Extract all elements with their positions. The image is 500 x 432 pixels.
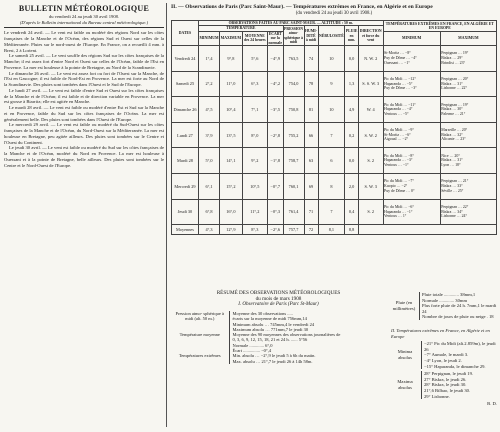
header-extremes-group: TEMPÉRATURES EXTRÊMES EN FRANCE, EN ALGÉRIE ET EN EUROPE bbox=[383, 21, 496, 32]
summary-line: écarts sur la moyenne de midi 756mm,14 bbox=[232, 316, 307, 322]
station-line: Ventoux … −1° bbox=[384, 163, 409, 167]
summary-values bbox=[232, 332, 387, 353]
cell-neb: 9 bbox=[318, 71, 345, 97]
cell-vent: N. W. 2 bbox=[358, 46, 383, 72]
maxima-block bbox=[391, 371, 497, 399]
station-line: Biskra … 31° bbox=[441, 158, 463, 163]
cell-neb: 10 bbox=[318, 97, 345, 123]
minima-line: −21° Pic du Midi (alt.2.859m), le jeudi 26 bbox=[424, 341, 496, 352]
station-line: Haparanda … −5° bbox=[384, 81, 413, 86]
station-line: Séville … 25° bbox=[441, 188, 464, 193]
bulletin-paragraph: Le mercredi 29 avril. — Le vent est faible ou modéré du Sud-Ouest sur les côtes françaises de la Manche et de l'Océan, du Nord-Ouest sur la Méditerranée. La mer est houleuse en Bretagne, peu agitée ailleurs. Des pluies sont tombées sur le Centre et l'Ouest du Continent. bbox=[4, 122, 164, 145]
header-max-extremes: MAXIMUM bbox=[440, 31, 496, 45]
station-line: Perpignan … 22° bbox=[441, 205, 469, 209]
cell-min: 5°,0 bbox=[198, 148, 219, 174]
station-line: Ventoux … −5° bbox=[384, 111, 409, 116]
station-line: Pic du Midi … −12° bbox=[384, 77, 416, 82]
cell-date: Samedi 25 bbox=[172, 71, 199, 97]
station-line: Nice … 20° bbox=[441, 153, 460, 158]
bulletin-paragraphs bbox=[4, 30, 164, 168]
cell-date: Mercredi 29 bbox=[172, 174, 199, 200]
cell-moy: 7°,1 bbox=[242, 97, 267, 123]
station-line: Brindisi … 23° bbox=[441, 60, 466, 65]
summary-line: Normale ............. 6°,0 bbox=[232, 342, 273, 348]
pluie-line: Pluie totale ............. 38mm,1 bbox=[422, 292, 476, 297]
moyennes-row bbox=[172, 225, 497, 235]
observations-subtitle: (du vendredi 24 au jeudi 30 avril 1908.) bbox=[295, 11, 373, 17]
observations-header bbox=[171, 4, 497, 16]
cell-max-stations bbox=[440, 148, 496, 174]
summary-line: Minimum absolu … 745mm,4 le vendredi 24 bbox=[232, 321, 315, 327]
observations-table bbox=[171, 20, 497, 235]
summary-line: Moyenne des 30 observations ..... bbox=[232, 311, 293, 316]
station-line: Pic du Midi … −9° bbox=[384, 128, 414, 133]
summary-header bbox=[171, 290, 386, 308]
station-line: Biskra … 33° bbox=[441, 184, 463, 188]
station-line: Lisbonne … 22° bbox=[441, 86, 468, 91]
cell-min-stations bbox=[383, 148, 440, 174]
cell-date: Lundi 27 bbox=[172, 122, 199, 148]
cell-vent: W. 4 bbox=[358, 97, 383, 123]
cell-moy: 11°,2 bbox=[242, 199, 267, 225]
summary-label: Pression atmo- sphérique à midi (alt. 50 m.) bbox=[175, 311, 225, 322]
station-line: Perpignan … 19° bbox=[441, 51, 469, 56]
table-row bbox=[172, 71, 497, 97]
station-line: Lisbonne … 24° bbox=[441, 214, 468, 219]
cell-neb: 10 bbox=[318, 46, 345, 72]
cell-min: 3°,9 bbox=[198, 122, 219, 148]
cell-max-stations bbox=[440, 46, 496, 72]
moyennes-label: Moyennes bbox=[172, 225, 199, 235]
pluie-lines bbox=[419, 292, 497, 320]
cell-max: 9°,8 bbox=[220, 46, 242, 72]
station-line: Ouessant … −1° bbox=[384, 60, 410, 65]
table-row bbox=[172, 46, 497, 72]
header-pression: PRESSION atmo- sphérique à midi bbox=[284, 26, 304, 45]
summary-line: Maximum absolu … 771mm,7 le jeudi 30 bbox=[232, 326, 309, 332]
cell-moy: 10°,5 bbox=[242, 174, 267, 200]
cell-date: Vendredi 24 bbox=[172, 46, 199, 72]
bulletin-paragraph: Le samedi 25 avril. — Le vent souffle des régions Sud sur les côtes françaises de la Manche; il est assez fort d'entre Nord et Ouest sur celles de l'Océan, faible de l'Est en Provence. La mer est houleuse à la pointe de Bretagne, au Nord de la Scandinavie. bbox=[4, 53, 164, 70]
station-line: Puy de Dôme … −3° bbox=[384, 86, 417, 91]
moyennes-empty bbox=[358, 225, 496, 235]
header-min-extremes: MINIMUM bbox=[383, 31, 440, 45]
cell-min-stations bbox=[383, 71, 440, 97]
station-line: St-Moritz … −6° bbox=[384, 132, 411, 137]
cell-max: 11°,0 bbox=[220, 71, 242, 97]
summary-row bbox=[171, 332, 386, 353]
moyennes-neb: 8,1 bbox=[318, 225, 345, 235]
cell-hum: 81 bbox=[304, 97, 318, 123]
pluie-line: Plus forte pluie de 24 h. 7mm,1 le mardi 24 bbox=[422, 303, 497, 314]
station-line: Pic du Midi … −7° bbox=[384, 179, 414, 184]
header-temperature: TEMPÉRATURE bbox=[198, 26, 283, 31]
maxima-line: 29° Lisbonne. bbox=[424, 393, 450, 399]
header-moyenne: MOYENNE des 24 heures bbox=[242, 31, 267, 45]
bulletin-note: (D'après le Bulletin international du Bureau central météorologique.) bbox=[19, 20, 149, 25]
cell-min: 4°,5 bbox=[198, 97, 219, 123]
cell-min: 6°,1 bbox=[198, 174, 219, 200]
station-line: Aigoual … −2° bbox=[384, 137, 409, 142]
cell-ecart: −4°,9 bbox=[268, 46, 283, 72]
summary-section-title: I. Observatoire de Paris (Parc St-Maur) bbox=[238, 302, 319, 307]
signature: B. D. bbox=[487, 401, 497, 407]
minima-line: −15° Haparanda, le dimanche 29. bbox=[424, 363, 486, 369]
summary-subtitle: du mois de mars 1908 bbox=[255, 296, 302, 302]
moyennes-hum: 72 bbox=[304, 225, 318, 235]
maxima-label: Maxima absolus bbox=[397, 379, 413, 390]
bulletin-paragraph: Le dimanche 26 avril. — Le vent est assez fort ou fort de l'Ouest sur la Manche, de l'Est en Gascogne; il est faible de Nord-Est en Provence. La mer est forte au Nord de la Scandinavie. Des pluies sont tombées dans l'Ouest et le Sud de l'Europe. bbox=[4, 70, 164, 88]
cell-pluie: 0,4 bbox=[345, 199, 359, 225]
cell-ecart: −3°,5 bbox=[268, 97, 283, 123]
station-line: Haparanda … −4° bbox=[384, 107, 413, 112]
cell-max: 10°,4 bbox=[220, 97, 242, 123]
station-line: Puy de Dôme … 0° bbox=[384, 188, 415, 193]
station-line: Pic du Midi … −8° bbox=[384, 153, 414, 158]
summary-row bbox=[171, 353, 386, 364]
cell-date: Jeudi 30 bbox=[172, 199, 199, 225]
cell-moy: 9°,2 bbox=[242, 148, 267, 174]
cell-min: 6°,8 bbox=[198, 199, 219, 225]
minima-line: −7° Aumale, le mardi 3. bbox=[424, 352, 469, 358]
summary-line: 0, 3, 6, 9, 12, 15, 18, 21 et 24 h. ...... 5°56 bbox=[232, 337, 308, 343]
station-line: Alicante … 23° bbox=[441, 137, 466, 142]
moyennes-min: 4°,3 bbox=[198, 225, 219, 235]
bulletin-column bbox=[4, 4, 164, 428]
summary-row bbox=[171, 311, 386, 332]
header-paris-group: OBSERVATIONS FAITES AU PARC SAINT-MAUR. — ALTITUDE : 50 m. bbox=[198, 21, 383, 26]
cell-vent: S. W. 3 bbox=[358, 174, 383, 200]
moyennes-pluie: 8,8 bbox=[345, 225, 359, 235]
summary-title: RÉSUMÉ DES OBSERVATIONS MÉTÉOROLOGIQUES bbox=[216, 290, 341, 296]
cell-pluie: 1,3 bbox=[345, 71, 359, 97]
table-row bbox=[172, 97, 497, 123]
bulletin-title: BULLETIN MÉTÉOROLOGIQUE bbox=[18, 4, 150, 13]
header-max: MAXIMUM bbox=[220, 31, 242, 45]
moyennes-ecart: −2°,6 bbox=[268, 225, 283, 235]
station-line: Biskra … 29° bbox=[441, 56, 463, 61]
observations-title: II. — Observations de Paris (Parc Saint-Maur). — Températures extrêmes en France, en Algérie et en Europe bbox=[171, 4, 433, 10]
station-line: Biskra … 32° bbox=[441, 132, 463, 137]
cell-moy: 8°,0 bbox=[242, 122, 267, 148]
summary-table bbox=[171, 311, 386, 364]
station-line: Perpignan … 19° bbox=[441, 102, 469, 107]
observations-body bbox=[172, 46, 497, 235]
summary-values bbox=[232, 311, 387, 332]
station-line: Palerme … 21° bbox=[441, 111, 466, 116]
cell-press: 760,1 bbox=[283, 174, 304, 200]
pluie-label: Pluie (en millimètres) bbox=[392, 300, 416, 311]
cell-max-stations bbox=[440, 71, 496, 97]
cell-moy: 5°,6 bbox=[242, 46, 267, 72]
summary-label: Température moyenne bbox=[179, 332, 220, 338]
summary-line: Min. absolu … −2°,9 le jeudi 5 à 6h du matin. bbox=[232, 353, 316, 359]
header-vent: DIRECTION et force du vent bbox=[358, 26, 383, 46]
minima-label: Minima absolus bbox=[397, 349, 413, 360]
cell-neb: 8 bbox=[318, 174, 345, 200]
bulletin-paragraph: Le mardi 28 avril. — Le vent est faible ou modéré d'entre Est et Sud sur la Manche et en Provence, faible du Sud sur les côtes françaises de l'Océan. La mer est généralement belle. Des pluies sont tombées dans l'Ouest de l'Europe. bbox=[4, 105, 164, 122]
cell-max: 13°,5 bbox=[220, 122, 242, 148]
bulletin-paragraph: Le vendredi 24 avril. — Le vent est faible ou modéré des régions Nord sur les côtes françaises de la Manche et de l'Océan, des régions Sud et Ouest sur celles de la Méditerranée. Pluies sur le nord-ouest de l'Europe. En France, on a recueilli 4 mm. à Brest, 2 à Lorient. bbox=[4, 30, 164, 53]
cell-min-stations bbox=[383, 97, 440, 123]
cell-press: 761,4 bbox=[283, 199, 304, 225]
summary-label: Températures extrêmes bbox=[178, 353, 221, 359]
table-row bbox=[172, 174, 497, 200]
cell-pluie: 0,0 bbox=[345, 148, 359, 174]
moyennes-max: 12°,9 bbox=[220, 225, 242, 235]
extremes-title: II. Températures extrêmes en France, en Algérie et en Europe bbox=[391, 328, 490, 339]
minima-block bbox=[391, 341, 497, 369]
minima-line: −4° Lyon, le jeudi 2. bbox=[424, 357, 462, 363]
cell-max-stations bbox=[440, 174, 496, 200]
cell-max: 16°,0 bbox=[220, 199, 242, 225]
station-line: Kuopio … −2° bbox=[384, 184, 408, 188]
cell-neb: 7 bbox=[318, 199, 345, 225]
cell-ecart: −4°,2 bbox=[268, 71, 283, 97]
cell-hum: 71 bbox=[304, 199, 318, 225]
header-min: MINIMUM bbox=[198, 31, 219, 45]
cell-max-stations bbox=[440, 97, 496, 123]
minima-lines bbox=[421, 341, 497, 369]
table-row bbox=[172, 122, 497, 148]
cell-vent: S. 2 bbox=[358, 199, 383, 225]
cell-date: Mardi 28 bbox=[172, 148, 199, 174]
cell-vent: S. 2 bbox=[358, 148, 383, 174]
cell-date: Dimanche 26 bbox=[172, 97, 199, 123]
cell-pluie: 4,9 bbox=[345, 97, 359, 123]
bulletin-dates: du vendredi 24 au jeudi 30 avril 1908. bbox=[48, 14, 120, 19]
table-row bbox=[172, 148, 497, 174]
station-line: Perpignan … 21° bbox=[441, 179, 469, 184]
summary-line: Moyenne des 90 moyennes des observations journalières de bbox=[232, 332, 341, 338]
maxima-line: 27° Biskra, le jeudi 26. bbox=[424, 376, 467, 382]
cell-pluie: 0,0 bbox=[345, 46, 359, 72]
cell-press: 763,5 bbox=[283, 46, 304, 72]
cell-max: 14°,1 bbox=[220, 148, 242, 174]
summary-line: Écart ............... −0°,4 bbox=[232, 348, 272, 354]
cell-press: 750,8 bbox=[283, 97, 304, 123]
maxima-line: 28° Perpignan, le jeudi 19. bbox=[424, 371, 474, 377]
moyennes-press: 757,7 bbox=[283, 225, 304, 235]
station-line: Biskra … 31° bbox=[441, 81, 463, 86]
station-line: St-Moritz … −8° bbox=[384, 51, 411, 56]
maxima-line: 28° Biskra, le jeudi 30. bbox=[424, 382, 467, 388]
station-line: Lyon … 18° bbox=[441, 163, 461, 167]
cell-ecart: −0°,3 bbox=[268, 199, 283, 225]
cell-vent: S. W. 2 bbox=[358, 122, 383, 148]
cell-ecart: −0°,7 bbox=[268, 174, 283, 200]
cell-hum: 63 bbox=[304, 148, 318, 174]
table-row bbox=[172, 199, 497, 225]
header-pluie: PLUIE en mm. bbox=[345, 26, 359, 46]
station-line: Ventoux … 1° bbox=[384, 214, 407, 219]
cell-neb: 7 bbox=[318, 122, 345, 148]
cell-press: 755,2 bbox=[283, 122, 304, 148]
cell-min-stations bbox=[383, 46, 440, 72]
cell-hum: 66 bbox=[304, 122, 318, 148]
cell-neb: 6 bbox=[318, 148, 345, 174]
station-line: Perpignan … 20° bbox=[441, 77, 469, 82]
station-line: Pic du Midi … −11° bbox=[384, 102, 416, 107]
summary-values bbox=[232, 353, 387, 364]
cell-min-stations bbox=[383, 174, 440, 200]
divider bbox=[4, 27, 164, 28]
cell-ecart: −1°,8 bbox=[268, 148, 283, 174]
cell-vent: S. S. W. 3 bbox=[358, 71, 383, 97]
cell-hum: 69 bbox=[304, 174, 318, 200]
station-line: Marseille … 20° bbox=[441, 128, 468, 133]
station-line: Puy de Dôme … −4° bbox=[384, 56, 417, 61]
cell-min-stations bbox=[383, 122, 440, 148]
header-ecart: ÉCART sur la normale bbox=[268, 31, 283, 45]
cell-hum: 78 bbox=[304, 71, 318, 97]
station-line: Pic du Midi … −6° bbox=[384, 205, 414, 209]
station-line: Biskra … 30° bbox=[441, 107, 463, 112]
column-divider bbox=[166, 3, 167, 427]
cell-max: 15°,2 bbox=[220, 174, 242, 200]
station-line: Haparanda … −1° bbox=[384, 209, 413, 214]
pluie-line: Normale ............. 30mm bbox=[422, 297, 468, 303]
extremes-block bbox=[391, 328, 497, 407]
cell-hum: 74 bbox=[304, 46, 318, 72]
maxima-line: 21°,6 Bilbao, le jeudi 30. bbox=[424, 387, 471, 393]
moyennes-moy: 8°,3 bbox=[242, 225, 267, 235]
cell-max-stations bbox=[440, 199, 496, 225]
bulletin-paragraph: Le lundi 27 avril. — Le vent est faible d'entre Sud et Ouest sur les côtes françaises de la Manche et de l'Océan; il est faible et de direction variable en Provence. La mer est grosse à Biarritz; elle est agitée en Manche. bbox=[4, 87, 164, 105]
bulletin-paragraph: Le jeudi 30 avril. — Le vent est faible ou modéré du Sud sur les côtes françaises de la Manche et de l'Océan, modéré du Nord en Provence. La mer est houleuse à Ouessant et à la pointe de Bretagne, belle ailleurs. Des pluies sont tombées sur le Centre et le Nord-Ouest de l'Europe. bbox=[4, 145, 164, 168]
header-humidite: HUMI- DITÉ à midi bbox=[304, 26, 318, 46]
cell-press: 758,7 bbox=[283, 148, 304, 174]
maxima-lines bbox=[421, 371, 497, 399]
cell-max-stations bbox=[440, 122, 496, 148]
summary-line: Max. absolu … 21°,7 le jeudi 26 à 14h 58m. bbox=[232, 358, 313, 364]
cell-press: 754,0 bbox=[283, 71, 304, 97]
cell-pluie: 2,0 bbox=[345, 174, 359, 200]
cell-min-stations bbox=[383, 199, 440, 225]
header-nebulosite: NÉBULOSITÉ bbox=[318, 26, 345, 46]
cell-min: 1°,4 bbox=[198, 46, 219, 72]
cell-min: 2°,2 bbox=[198, 71, 219, 97]
station-line: Biskra … 34° bbox=[441, 209, 463, 214]
pluie-line: Nombre de jours de pluie ou neige . 18 bbox=[422, 314, 494, 320]
header-dates: DATES bbox=[172, 21, 199, 46]
cell-moy: 6°,3 bbox=[242, 71, 267, 97]
cell-pluie: 0,2 bbox=[345, 122, 359, 148]
station-line: Haparanda … −3° bbox=[384, 158, 413, 163]
cell-ecart: −2°,8 bbox=[268, 122, 283, 148]
